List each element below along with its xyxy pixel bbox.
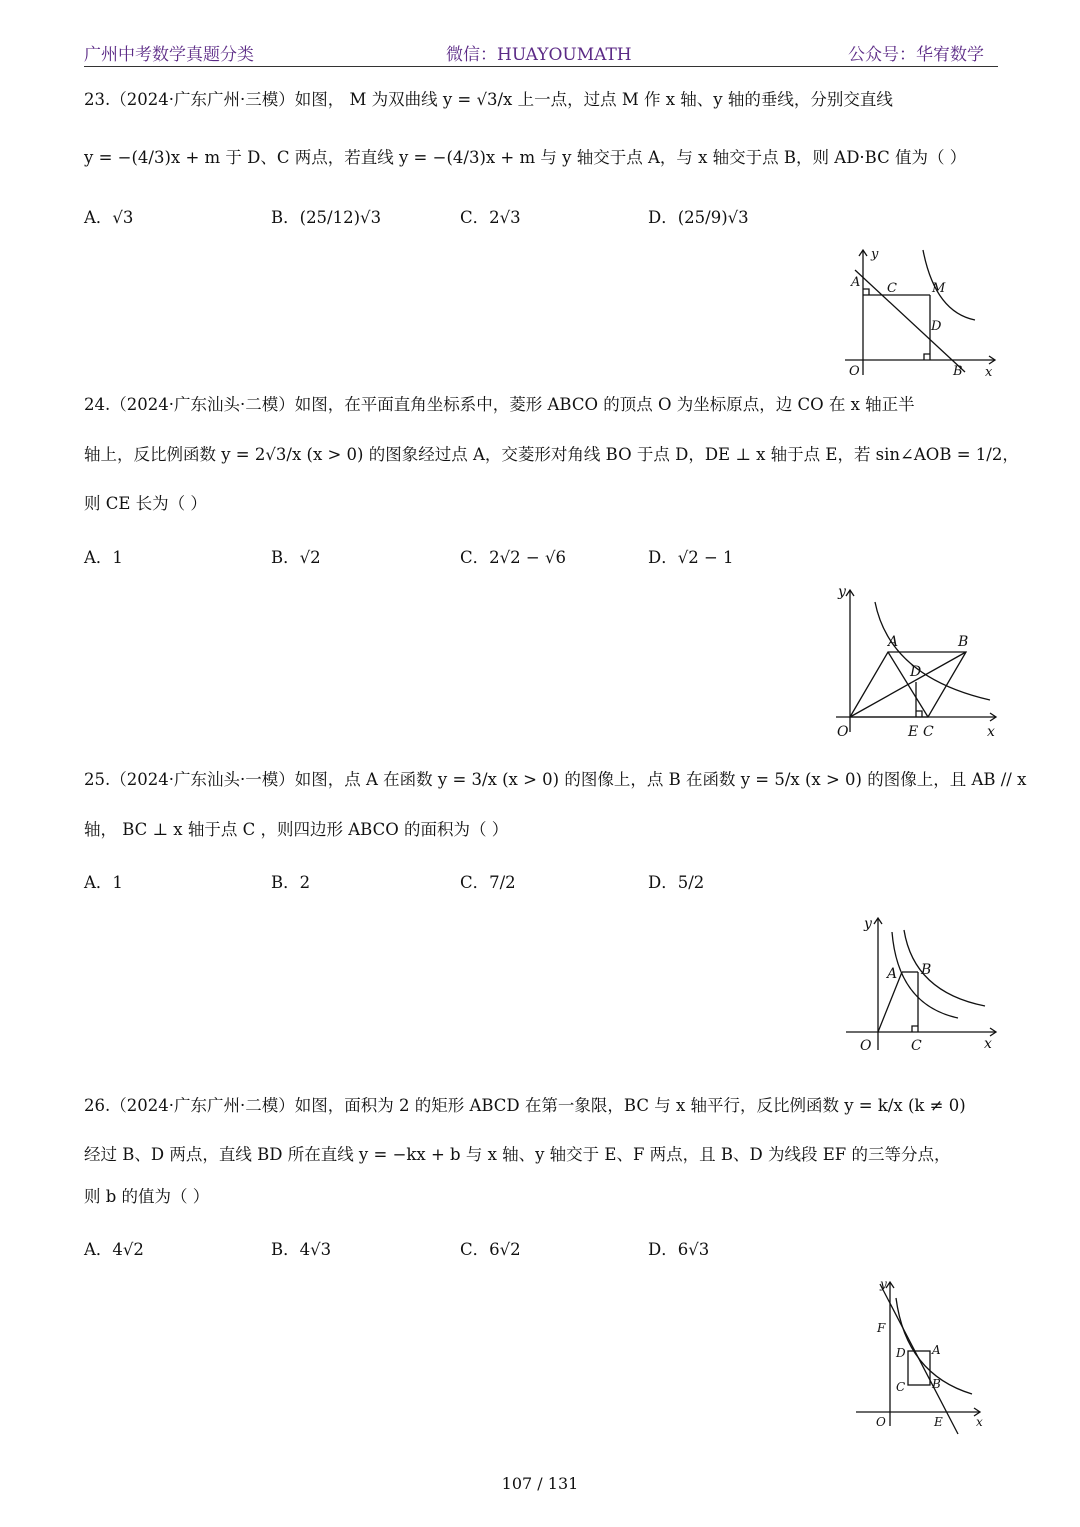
label-x: x xyxy=(987,724,995,740)
figure-q24 xyxy=(830,582,1005,742)
header-official-account: 公众号：华宥数学 xyxy=(848,45,984,65)
figure-q25 xyxy=(840,910,1005,1055)
option-c: C．2√2 − √6 xyxy=(460,548,566,567)
option-c: C．7/2 xyxy=(460,873,516,892)
label-c: C xyxy=(911,1038,922,1054)
question-text-line: 轴， BC ⊥ x 轴于点 C ，则四边形 ABCO 的面积为（ ） xyxy=(84,820,509,839)
figure-q26 xyxy=(850,1276,995,1441)
hyperbola-curve xyxy=(875,602,990,700)
label-x: x xyxy=(985,365,993,380)
header-wechat: 微信：HUAYOUMATH xyxy=(446,45,632,65)
label-x: x xyxy=(984,1036,992,1052)
label-o: O xyxy=(860,1038,872,1054)
label-o: O xyxy=(837,724,849,740)
right-angle-mark xyxy=(916,711,922,717)
option-b: B．√2 xyxy=(271,548,321,567)
label-e: E xyxy=(934,1415,943,1429)
label-b: B xyxy=(953,364,963,379)
option-a: A．1 xyxy=(84,873,123,892)
right-angle-mark xyxy=(912,1026,918,1032)
label-d: D xyxy=(910,664,922,680)
right-angle-mark xyxy=(924,354,930,360)
question-text-line: 经过 B、D 两点，直线 BD 所在直线 y = −kx + b 与 x 轴、y 轴交于 E、F 两点，且 B、D 为线段 EF 的三等分点， xyxy=(84,1145,951,1164)
label-x: x xyxy=(976,1415,983,1429)
page-header xyxy=(84,38,998,67)
right-angle-mark xyxy=(863,289,869,295)
label-c: C xyxy=(887,281,897,296)
label-f: F xyxy=(877,1321,886,1335)
question-text-line: 轴上，反比例函数 y = 2√3/x (x > 0) 的图象经过点 A，交菱形对角线 BO 于点 D，DE ⊥ x 轴于点 E，若 sin∠AOB = 1/2， xyxy=(84,445,1019,464)
label-o: O xyxy=(849,364,860,379)
label-a: A xyxy=(932,1343,941,1357)
option-c: C．6√2 xyxy=(460,1240,521,1259)
question-text-line: y = −(4/3)x + m 于 D、C 两点，若直线 y = −(4/3)x + m 与 y 轴交于点 A，与 x 轴交于点 B，则 AD·BC 值为（ ） xyxy=(84,148,967,167)
page-number: 107 / 131 xyxy=(501,1474,579,1493)
option-b: B．4√3 xyxy=(271,1240,332,1259)
option-d: D．√2 − 1 xyxy=(648,548,734,567)
option-a: A．√3 xyxy=(84,208,134,227)
label-a: A xyxy=(887,966,898,982)
question-text-line: 24.（2024·广东汕头·二模）如图，在平面直角坐标系中，菱形 ABCO 的顶点 O 为坐标原点，边 CO 在 x 轴正半 xyxy=(84,395,915,414)
label-b: B xyxy=(958,634,969,650)
label-d: D xyxy=(896,1346,906,1360)
option-b: B．(25/12)√3 xyxy=(271,208,382,227)
label-b: B xyxy=(921,962,932,978)
label-d: D xyxy=(931,319,942,334)
question-text-line: 26.（2024·广东广州·二模）如图，面积为 2 的矩形 ABCD 在第一象限，BC 与 x 轴平行，反比例函数 y = k/x (k ≠ 0) xyxy=(84,1096,966,1115)
option-c: C．2√3 xyxy=(460,208,521,227)
label-y: y xyxy=(864,916,872,932)
label-a: A xyxy=(851,275,861,290)
option-a: A．1 xyxy=(84,548,123,567)
label-c: C xyxy=(923,724,934,740)
label-o: O xyxy=(876,1415,886,1429)
option-d: D．(25/9)√3 xyxy=(648,208,749,227)
label-y: y xyxy=(880,1277,887,1291)
label-y: y xyxy=(838,584,846,600)
label-c: C xyxy=(896,1380,906,1394)
hyperbola-curve xyxy=(923,250,975,320)
figure-q23 xyxy=(835,240,1005,380)
label-y: y xyxy=(871,247,879,262)
option-d: D．5/2 xyxy=(648,873,705,892)
label-m: M xyxy=(932,281,946,296)
label-e: E xyxy=(908,724,919,740)
question-text-line: 23.（2024·广东广州·三模）如图， M 为双曲线 y = √3/x 上一点，过点 M 作 x 轴、y 轴的垂线，分别交直线 xyxy=(84,90,893,109)
question-text-line: 则 CE 长为（ ） xyxy=(84,494,207,513)
line-ab xyxy=(855,270,965,372)
header-left-title: 广州中考数学真题分类 xyxy=(84,45,254,65)
label-a: A xyxy=(888,634,899,650)
label-b: B xyxy=(932,1377,941,1391)
question-text-line: 则 b 的值为（ ） xyxy=(84,1187,210,1206)
question-text-line: 25.（2024·广东汕头·一模）如图，点 A 在函数 y = 3/x (x > 0) 的图像上，点 B 在函数 y = 5/x (x > 0) 的图像上，且 AB // x xyxy=(84,770,1027,789)
option-a: A．4√2 xyxy=(84,1240,144,1259)
option-d: D．6√3 xyxy=(648,1240,710,1259)
option-b: B．2 xyxy=(271,873,311,892)
